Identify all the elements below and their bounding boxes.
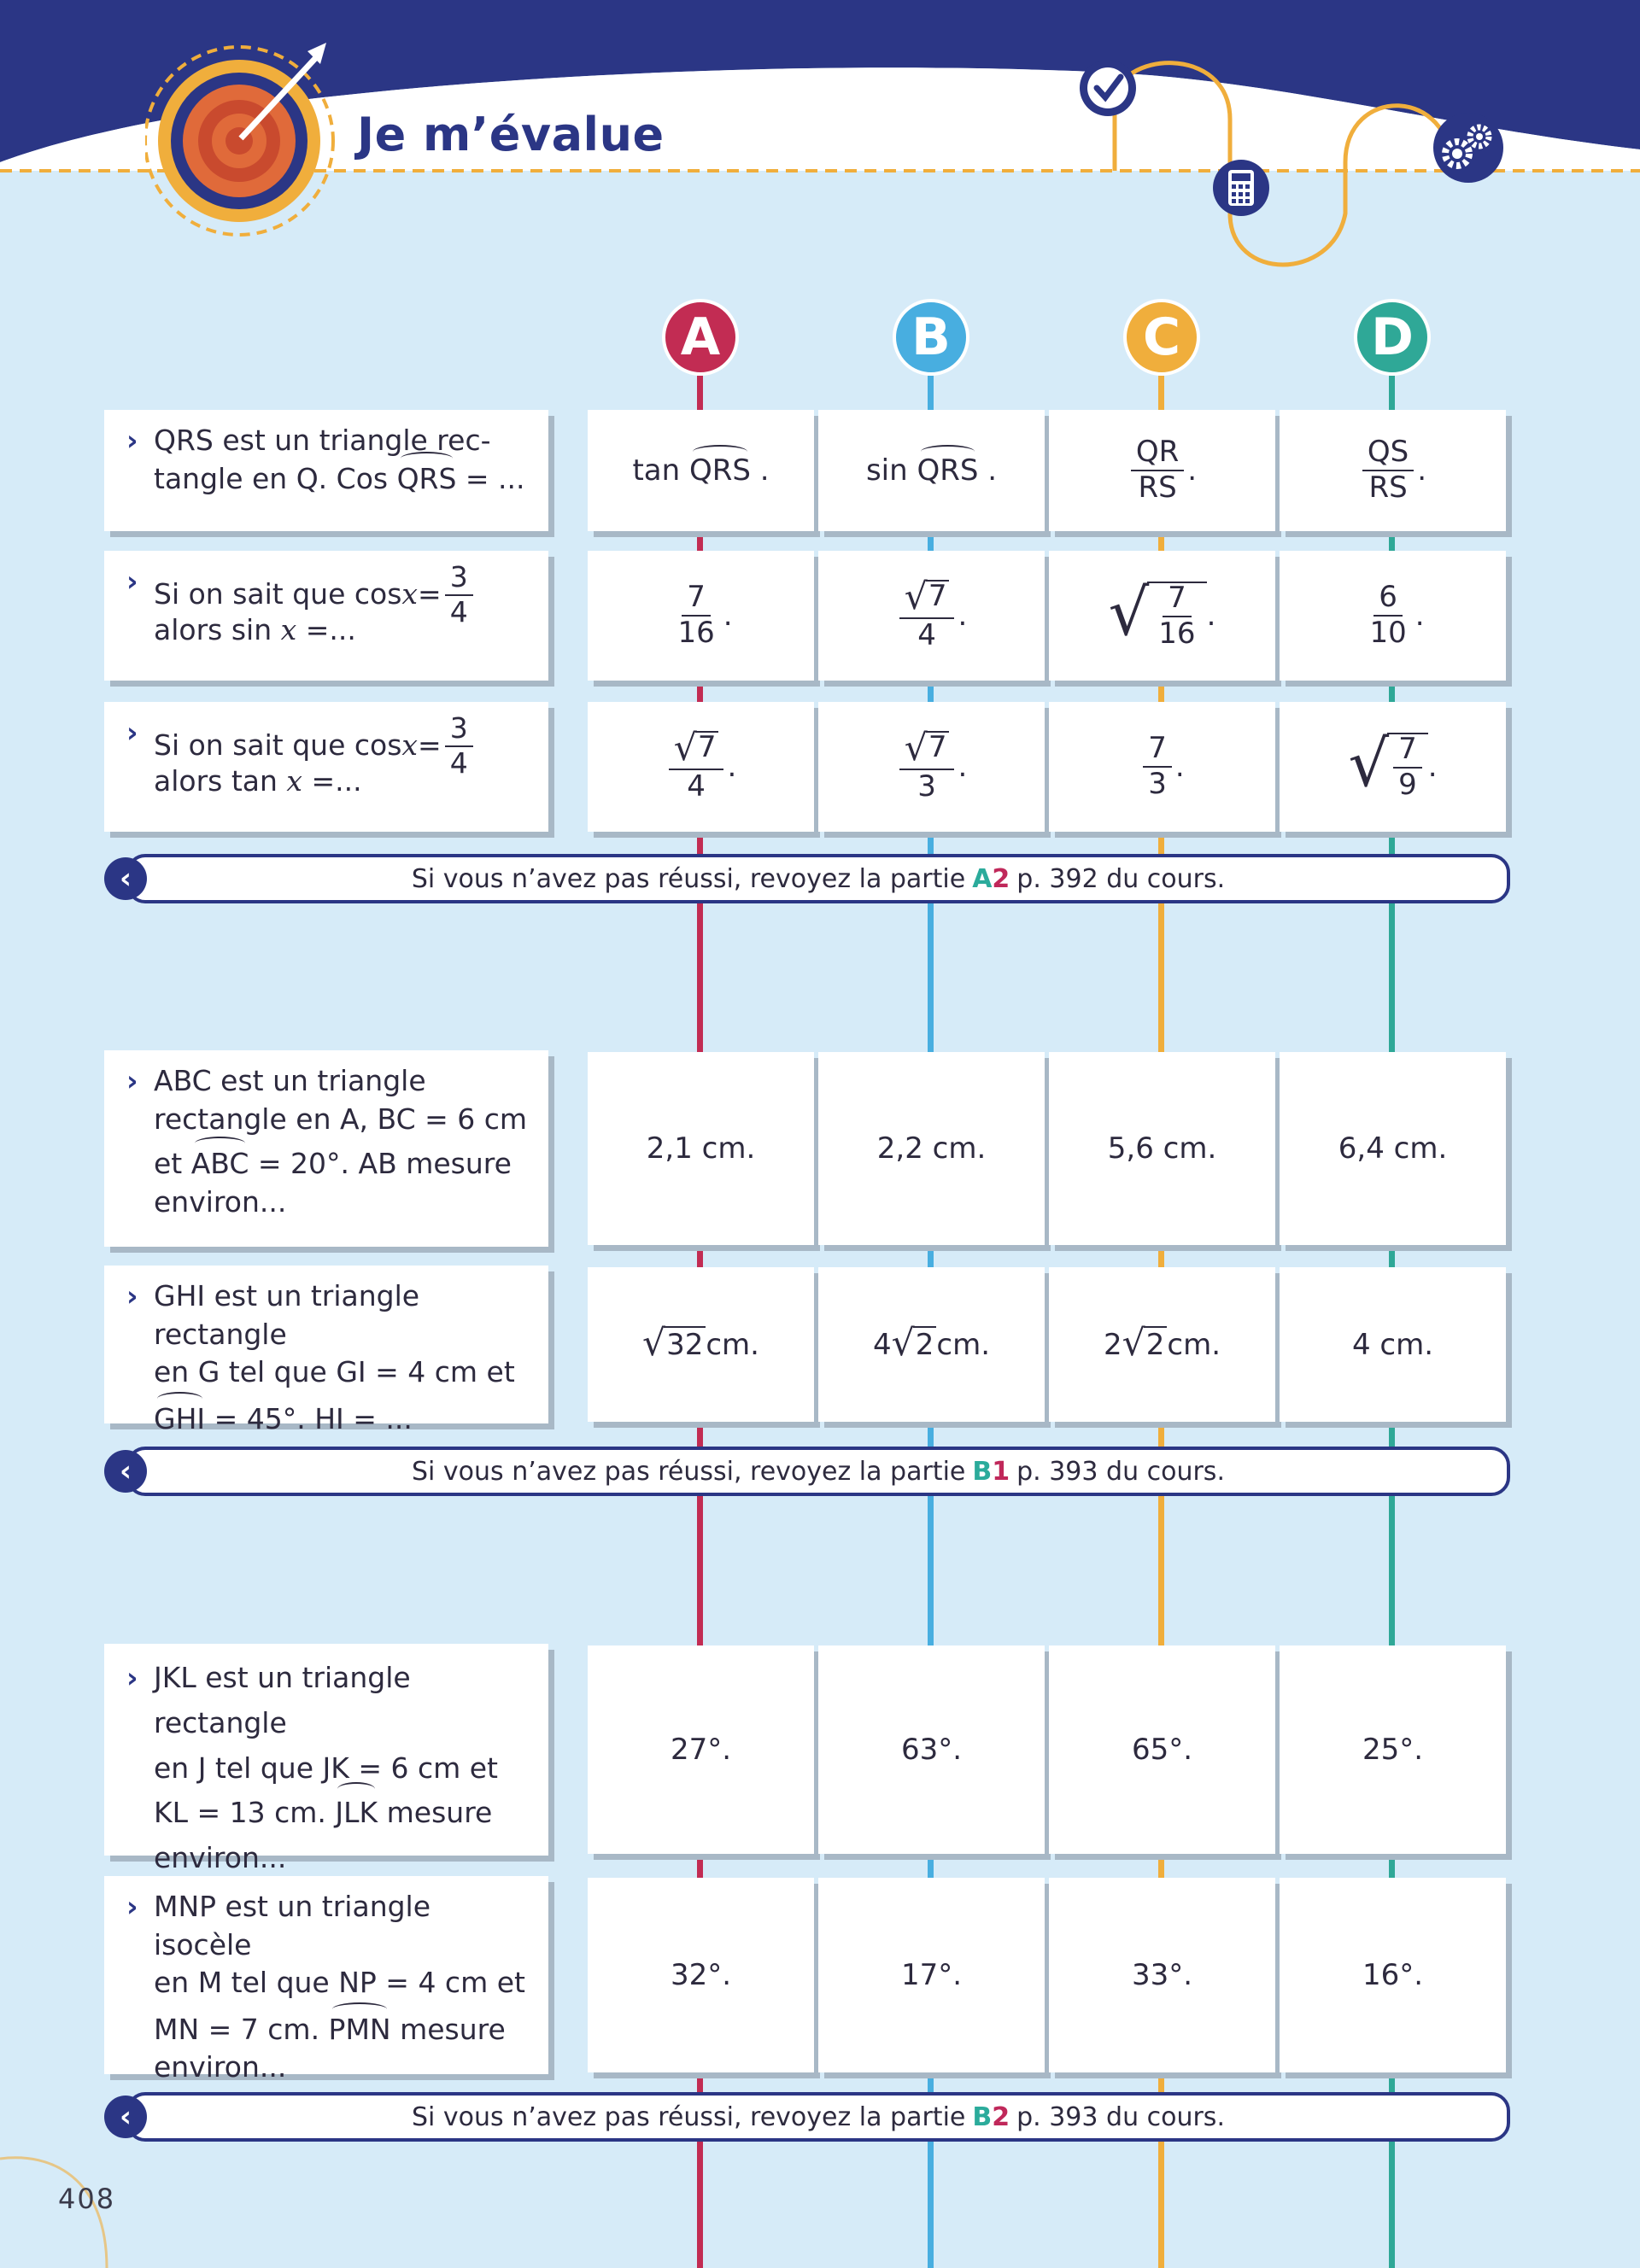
answer-4-a[interactable]: 2,1 cm. — [588, 1052, 814, 1245]
chevron-right-icon: › — [126, 1064, 138, 1097]
question-4-line-4: environ... — [154, 1184, 287, 1219]
question-2-line-2: alors sin x =... — [154, 613, 356, 647]
question-7-line-4: environ... — [154, 2050, 287, 2084]
answer-4-b[interactable]: 2,2 cm. — [818, 1052, 1045, 1245]
question-7-line-3: MN = 7 cm. PMN mesure — [154, 2011, 535, 2049]
answer-3-c[interactable]: $\frac{7}{3}$ . — [1049, 702, 1275, 832]
question-4-line-3: et ABC = 20°. AB mesure — [154, 1145, 535, 1184]
answer-1-c[interactable]: $\frac{QR}{RS}$ . — [1049, 410, 1275, 531]
answer-6-b[interactable]: 63°. — [818, 1645, 1045, 1854]
answer-6-a[interactable]: 27°. — [588, 1645, 814, 1854]
question-1-line-2: tangle en Q. Cos QRS = ... — [154, 460, 535, 499]
question-5-line-3: GHI = 45°. HI = ... — [154, 1400, 535, 1439]
calculator-icon — [1211, 158, 1271, 218]
question-7-line-1: MNP est un triangle isocèle — [154, 1890, 431, 1961]
answer-2-d[interactable]: $\frac{6}{10}$ . — [1280, 551, 1506, 681]
column-badge-b: B — [893, 299, 969, 376]
answer-2-a[interactable]: $\frac{7}{16}$ . — [588, 551, 814, 681]
chevron-left-icon[interactable]: ‹ — [104, 857, 147, 900]
question-6-line-4: environ... — [154, 1841, 287, 1875]
question-3-line-1: Si on sait que cos x = $\frac{3}{4}$ — [154, 714, 535, 778]
checkmark-icon — [1078, 58, 1138, 118]
chevron-left-icon[interactable]: ‹ — [104, 1450, 147, 1493]
answer-5-d[interactable]: 4 cm. — [1280, 1267, 1506, 1422]
answer-7-a[interactable]: 32°. — [588, 1878, 814, 2072]
review-banner-2[interactable]: Si vous n’avez pas réussi, revoyez la partie B1 p. 393 du cours. — [126, 1447, 1510, 1496]
question-4-line-2: rectangle en A, BC = 6 cm — [154, 1102, 528, 1136]
chevron-right-icon: › — [126, 1890, 138, 1923]
review-banner-1[interactable]: Si vous n’avez pas réussi, revoyez la partie A2 p. 392 du cours. — [126, 854, 1510, 903]
answer-5-b[interactable]: 4 √ 2 cm. — [818, 1267, 1045, 1422]
question-1 — [104, 410, 548, 531]
page-title: Je m’évalue — [357, 108, 665, 161]
question-5-line-2: en G tel que GI = 4 cm et — [154, 1355, 515, 1389]
answer-7-b[interactable]: 17°. — [818, 1878, 1045, 2072]
question-6 — [104, 1644, 548, 1875]
answer-1-a[interactable]: tan QRS . — [588, 410, 814, 531]
answer-2-c[interactable]: √ $\frac{7}{16}$ . — [1049, 551, 1275, 681]
question-5 — [104, 1266, 548, 1435]
chevron-right-icon: › — [126, 1279, 138, 1312]
question-6-line-2: en J tel que JK = 6 cm et — [154, 1751, 498, 1785]
question-6-line-3: KL = 13 cm. JLK mesure — [154, 1791, 535, 1836]
answer-7-d[interactable]: 16°. — [1280, 1878, 1506, 2072]
answer-6-c[interactable]: 65°. — [1049, 1645, 1275, 1854]
question-7-line-2: en M tel que NP = 4 cm et — [154, 1966, 525, 2000]
answer-4-d[interactable]: 6,4 cm. — [1280, 1052, 1506, 1245]
question-5-line-1: GHI est un triangle rectangle — [154, 1279, 420, 1351]
question-4 — [104, 1050, 548, 1247]
chevron-right-icon: › — [126, 564, 138, 598]
answer-6-d[interactable]: 25°. — [1280, 1645, 1506, 1854]
question-7 — [104, 1876, 548, 2084]
answer-2-b[interactable]: √ 7 4 . — [818, 551, 1045, 681]
answer-3-a[interactable]: √ 7 4 . — [588, 702, 814, 832]
page-number: 408 — [58, 2183, 116, 2215]
answer-5-c[interactable]: 2 √ 2 cm. — [1049, 1267, 1275, 1422]
question-6-line-1: JKL est un triangle rectangle — [154, 1661, 411, 1739]
chevron-right-icon: › — [126, 424, 138, 457]
column-badge-c: C — [1123, 299, 1200, 376]
answer-1-b[interactable]: sin QRS . — [818, 410, 1045, 531]
chevron-left-icon[interactable]: ‹ — [104, 2096, 147, 2138]
column-badge-d: D — [1354, 299, 1431, 376]
answer-1-d[interactable]: $\frac{QS}{RS}$ . — [1280, 410, 1506, 531]
review-banner-3[interactable]: Si vous n’avez pas réussi, revoyez la partie B2 p. 393 du cours. — [126, 2092, 1510, 2142]
answer-7-c[interactable]: 33°. — [1049, 1878, 1275, 2072]
chevron-right-icon: › — [126, 1661, 138, 1694]
answer-3-b[interactable]: √ 7 3 . — [818, 702, 1045, 832]
target-icon — [145, 43, 342, 239]
question-2-line-1: Si on sait que cos x = $\frac{3}{4}$ — [154, 563, 535, 627]
question-2 — [104, 551, 548, 681]
page-header — [0, 0, 1640, 282]
question-3 — [104, 702, 548, 832]
gears-icon — [1432, 111, 1505, 184]
answer-5-a[interactable]: √ 32 cm. — [588, 1267, 814, 1422]
answer-4-c[interactable]: 5,6 cm. — [1049, 1052, 1275, 1245]
question-4-line-1: ABC est un triangle — [154, 1064, 426, 1097]
question-3-line-2: alors tan x =... — [154, 764, 362, 798]
answer-3-d[interactable]: √ $\frac{7}{9}$ . — [1280, 702, 1506, 832]
column-badge-a: A — [662, 299, 739, 376]
question-1-line-1: QRS est un triangle rec- — [154, 424, 491, 457]
chevron-right-icon: › — [126, 716, 138, 749]
